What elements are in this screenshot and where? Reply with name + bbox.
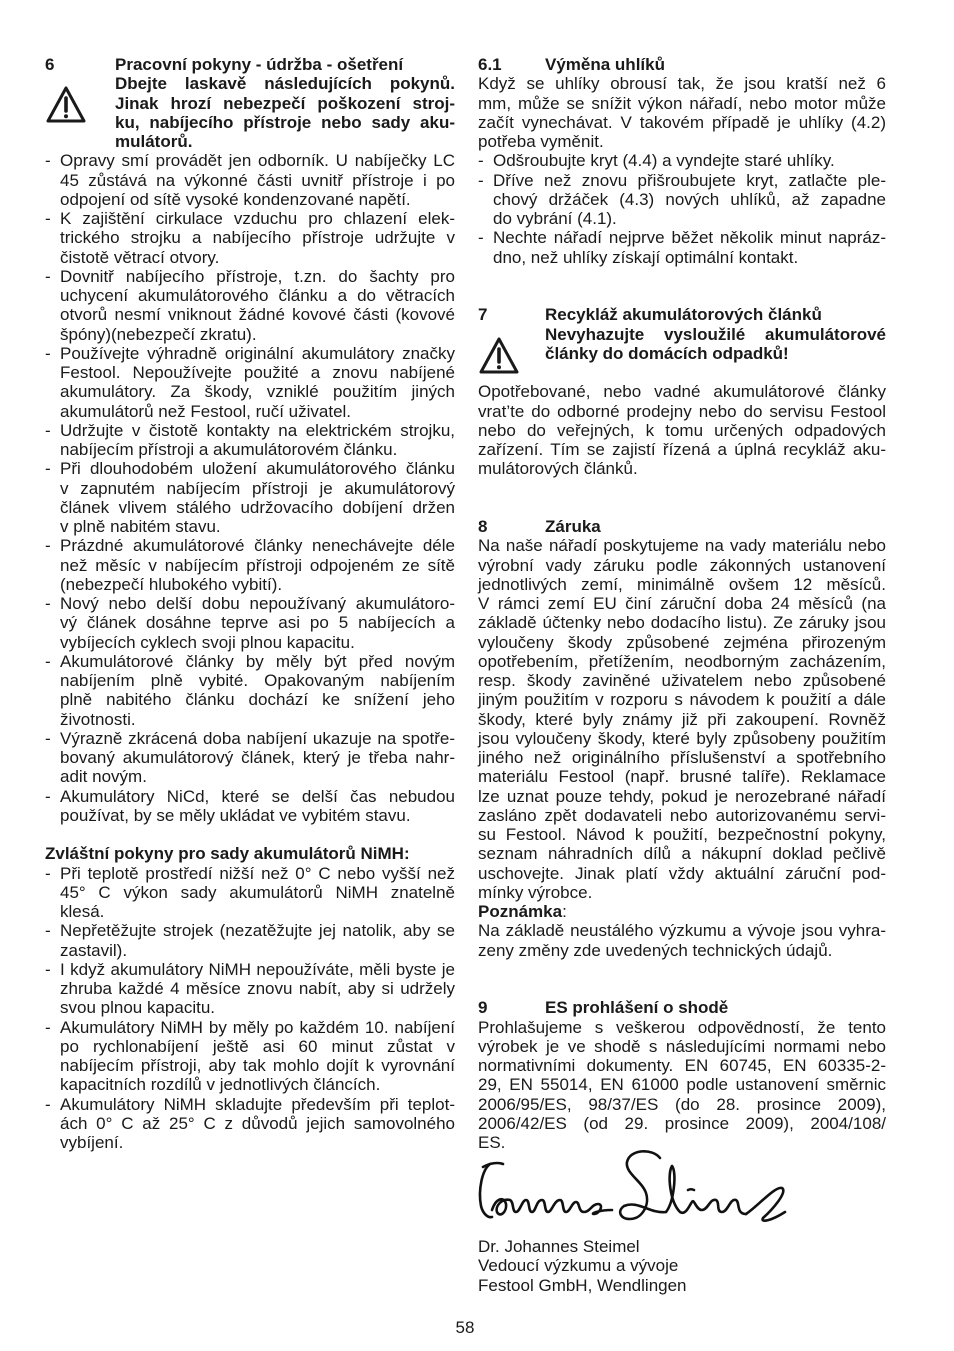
- bullet-line: uchycení akumulátorového článku a do větracích: [60, 286, 455, 305]
- bullet-line: zastavil).: [60, 940, 128, 960]
- warning-line: Nevyhazujte vysloužilé akumulátorové: [545, 324, 886, 344]
- bullet-item: [478, 171, 886, 229]
- bullet-line: vý článek dosáhne teprve asi po 5 nabíjecích a: [60, 613, 455, 633]
- bullet-line: akumulátorů než Festool, ručí uživatel.: [60, 401, 352, 421]
- text-line: mínky výrobce.: [478, 882, 593, 902]
- section-heading: [45, 55, 455, 74]
- section-heading: [478, 305, 886, 324]
- bullet-line: Prázdné akumulátorové články nenechávejte déle: [60, 536, 455, 556]
- signatory-position: Vedoucí výzkumu a vývoje: [478, 1256, 679, 1276]
- text-line: Na naše nářadí poskytujeme na vady materiálu nebo: [478, 536, 886, 556]
- text-line: seznam náhradních dílů a nákupní doklad pečlivě: [478, 844, 886, 864]
- signatory-company: Festool GmbH, Wendlingen: [478, 1275, 687, 1295]
- bullet-line: 45° C výkon sady akumulátorů NiMH znatelně: [60, 882, 455, 902]
- text-line: jsou vyloučeny škody, které byly způsobeny použitím: [478, 728, 886, 748]
- bullet-line: Odšroubujte kryt (4.4) a vyndejte staré uhlíky.: [493, 151, 835, 171]
- page-number: 58: [455, 1318, 475, 1337]
- bullet-item: [45, 921, 455, 960]
- section-maintenance: [45, 55, 455, 825]
- bullet-line: Výrazně zkrácená doba nabíjení ukazuje na spotře-: [60, 728, 455, 748]
- bullet-line: než měsíc v nabíjecím přístroji odpojeném ze sítě: [60, 555, 455, 575]
- text-line: lze uznat pouze tehdy, pokud je nerozebrané nářadí: [478, 786, 886, 806]
- bullet-dash: -: [45, 266, 51, 286]
- bullet-item: [45, 421, 455, 460]
- bullet-line: odpojení od sítě vysoké kondenzované napětí.: [60, 189, 411, 209]
- handwritten-signature: [470, 1140, 800, 1235]
- bullet-line: (nebezpečí hlubokého vybití).: [60, 574, 283, 594]
- bullet-item: [45, 864, 455, 922]
- bullet-dash: -: [45, 921, 51, 941]
- text-line: nebo do veřejných, k tomu určených odpadových: [478, 420, 886, 440]
- bullet-line: Udržujte v čistotě kontakty na elektrickém strojku,: [60, 420, 455, 440]
- bullet-line: chový držáček (4.3) nových uhlíků, až zapadne: [493, 189, 886, 209]
- bullet-line: životnosti.: [60, 709, 136, 729]
- bullet-dash: -: [45, 863, 51, 883]
- paragraph: [478, 382, 886, 478]
- bullet-line: Nový nebo delší dobu nepoužívaný akumulátoro-: [60, 594, 455, 613]
- note-colon: :: [562, 902, 567, 921]
- bullet-dash: -: [45, 420, 51, 440]
- text-line: materiálu Festool (např. brusné talíře). Reklamace: [478, 767, 886, 787]
- bullet-line: K zajištění cirkulace vzduchu pro chlazení elek-: [60, 209, 455, 228]
- warning-line: články do domácích odpadků!: [545, 343, 789, 363]
- text-line: výrobek je ve shodě s následujícími normami nebo: [478, 1036, 886, 1056]
- section-declaration: [478, 998, 886, 1152]
- section-number: 6.1: [478, 55, 502, 74]
- bullet-dash: -: [45, 594, 51, 613]
- bullet-line: kapacitních rozdílů v jednotlivých článcích.: [60, 1075, 381, 1095]
- note-label: Poznámka: [478, 902, 563, 921]
- bullet-line: Používejte výhradně originální akumulátory značky: [60, 343, 455, 363]
- text-line: zasláno zpět dodavateli nebo autorizovanému servi-: [478, 805, 886, 825]
- bullet-line: v zapnutém nabíjecím přístroji je akumulátorový: [60, 478, 455, 498]
- paragraph: [478, 536, 886, 902]
- bullet-dash: -: [45, 1017, 51, 1037]
- note-label-row: [478, 902, 886, 921]
- bullet-line: I když akumulátory NiMH nepoužíváte, měli byste je: [60, 959, 455, 979]
- right-column: [478, 55, 886, 1152]
- text-line: Prohlašujeme s veškerou odpovědností, že tento: [478, 1017, 886, 1037]
- paragraph: [478, 74, 886, 151]
- bullet-dash: -: [45, 651, 51, 671]
- text-line: zeny změny zde uvedených technických údajů.: [478, 940, 833, 960]
- bullet-line: plně nabitého článku dochází ke snížení jeho: [60, 690, 455, 710]
- bullet-item: [45, 1018, 455, 1095]
- bullet-dash: -: [478, 228, 484, 248]
- section-recycling: [478, 305, 886, 478]
- warning-line: mulátorů.: [115, 132, 193, 151]
- bullet-line: nabíjením plně vybité. Opakovaným nabíjením: [60, 671, 455, 690]
- bullet-line: článek vlivem stálého udržovacího dobíjení držen: [60, 497, 455, 517]
- bullet-item: [45, 151, 455, 209]
- text-line: výrobní vady záruku podle zákonných ustanovení: [478, 555, 886, 575]
- section-title: Recykláž akumulátorových článků: [545, 305, 822, 325]
- bullet-line: adit novým.: [60, 767, 147, 787]
- text-line: základě účtenky nebo dodacího listu). Ze záruky jsou: [478, 613, 886, 633]
- section-brush-replacement: [478, 55, 886, 267]
- text-line: zařízení. Tím se zajistí řízená a úplná recykláž aku-: [478, 440, 886, 459]
- bullet-line: do vybrání (4.1).: [493, 209, 617, 228]
- bullet-dash: -: [45, 151, 51, 171]
- text-line: Opotřebované, nebo vadné akumulátorové články: [478, 382, 886, 402]
- text-line: su Festool. Návod k použití, bezpečnostní pokyny,: [478, 825, 886, 844]
- text-line: normativními dokumenty. EN 60745, EN 60335-2-: [478, 1056, 886, 1075]
- warning-text: [115, 74, 455, 151]
- bullet-line: v plně nabitém stavu.: [60, 517, 221, 536]
- warning-line: Dbejte laskavě následujících pokynů.: [115, 74, 455, 94]
- signatory-name: Dr. Johannes Steimel: [478, 1237, 640, 1256]
- bullet-list: [478, 151, 886, 267]
- text-line: 2006/42/ES (od 29. prosince 2009), 2004/108/: [478, 1113, 886, 1133]
- text-line: uschovejte. Jinak platí vždy aktuální záruční pod-: [478, 863, 886, 883]
- bullet-dash: -: [45, 1094, 51, 1114]
- bullet-line: Nechte nářadí nejprve běžet několik minut napráz-: [493, 228, 886, 248]
- bullet-line: otvorů nesmí vniknout žádné kovové části (kovové: [60, 305, 455, 325]
- bullet-line: po rychlonabíjení ještě asi 60 minut zůstat v: [60, 1036, 455, 1056]
- warning-triangle-icon: [478, 336, 520, 376]
- section-nimh-notes: [45, 844, 455, 1152]
- text-line: Když se uhlíky obrousí tak, že jsou kratší než 6: [478, 74, 886, 94]
- text-line: začít vynechávat. V takovém případě je uhlíky (4.2): [478, 112, 886, 132]
- bullet-line: 45 zůstává na výkonné části uvnitř přístroje i po: [60, 170, 455, 190]
- bullet-line: bovaný akumulátorový článek, který je třeba nahr-: [60, 748, 455, 767]
- text-line: resp. škody zaviněné uživatelem nebo způsobené: [478, 671, 886, 690]
- section-number: 6: [45, 55, 55, 74]
- bullet-item: [45, 1095, 455, 1153]
- bullet-dash: -: [45, 459, 51, 479]
- left-column: [45, 55, 455, 1152]
- text-line: vyloučeny škody způsobené zejména přirozeným: [478, 632, 886, 652]
- bullet-line: Akumulátory NiMH skladujte především při teplot-: [60, 1094, 455, 1114]
- bullet-dash: -: [45, 786, 51, 806]
- warning-line: ku, nabíjecího přístroje nebo sady aku-: [115, 112, 455, 132]
- bullet-item: [45, 652, 455, 729]
- bullet-dash: -: [45, 536, 51, 556]
- bullet-line: Při dlouhodobém uložení akumulátorového článku: [60, 459, 455, 479]
- warning-text: [545, 325, 886, 364]
- section-heading: [478, 55, 886, 74]
- bullet-item: [45, 787, 455, 826]
- bullet-line: dno, než uhlíky získají optimální kontakt.: [493, 247, 799, 267]
- text-line: V rámci zemí EU činí záruční doba 24 měsíců (na: [478, 594, 886, 613]
- bullet-line: Akumulátorové články by měly být před novým: [60, 651, 455, 671]
- bullet-line: svou plnou kapacitu.: [60, 998, 215, 1018]
- signatory-block: [478, 1237, 886, 1295]
- bullet-line: Akumulátory NiMH by měly po každém 10. nabíjení: [60, 1017, 455, 1037]
- section-title: Záruka: [545, 517, 601, 536]
- section-number: 8: [478, 517, 488, 536]
- text-line: jiným použitím v rozporu s návodem k použití a dále: [478, 690, 886, 710]
- paragraph: [478, 1018, 886, 1153]
- bullet-line: špóny)(nebezpečí zkratu).: [60, 324, 257, 344]
- section-title: ES prohlášení o shodě: [545, 998, 729, 1018]
- text-line: ES.: [478, 1133, 506, 1152]
- bullet-line: vybíjení.: [60, 1133, 124, 1152]
- bullet-line: Při teplotě prostředí nižší než 0° C nebo vyšší než: [60, 863, 455, 883]
- bullet-item: [478, 151, 886, 170]
- warning-notice: [478, 325, 886, 364]
- bullet-item: [45, 459, 455, 536]
- warning-triangle-icon: [45, 85, 87, 125]
- text-line: škody, které byly známy již při zakoupení. Rovněž: [478, 709, 886, 729]
- text-line: vrat’te do odborné prodejny nebo do servisu Festool: [478, 401, 886, 421]
- text-line: jednotlivých zemí, minimálně ovšem 12 měsíců.: [478, 574, 886, 594]
- bullet-dash: -: [45, 728, 51, 748]
- bullet-line: Opravy smí provádět jen odborník. U nabíječky LC: [60, 151, 455, 171]
- bullet-line: akumulátory. Za škody, vzniklé použitím jiných: [60, 382, 455, 402]
- subsection-heading: Zvláštní pokyny pro sady akumulátorů NiMH:: [45, 844, 410, 864]
- text-line: opotřebením, přetížením, neodborným zacházením,: [478, 651, 886, 671]
- bullet-line: klesá.: [60, 902, 105, 921]
- text-line: Na základě neustálého výzkumu a vývoje jsou vyhra-: [478, 921, 886, 941]
- bullet-item: [45, 729, 455, 787]
- section-title: Výměna uhlíků: [545, 55, 665, 74]
- text-line: mulátorových článků.: [478, 459, 638, 479]
- note-paragraph: [478, 921, 886, 960]
- bullet-item: [45, 344, 455, 421]
- bullet-line: čistotě větrací otvory.: [60, 247, 220, 267]
- bullet-list: [45, 864, 455, 1153]
- bullet-list: [45, 151, 455, 825]
- bullet-line: vybíjecích cyklech svoji plnou kapacitu.: [60, 632, 355, 652]
- bullet-line: ách 0° C až 25° C z důvodů jejich samovolného: [60, 1113, 455, 1133]
- section-number: 9: [478, 998, 488, 1018]
- bullet-line: Akumulátory NiCd, které se delší čas nebudou: [60, 786, 455, 806]
- text-line: jiného než originálního příslušenství a spotřebního: [478, 748, 886, 767]
- section-warranty: [478, 517, 886, 960]
- bullet-item: [45, 267, 455, 344]
- bullet-dash: -: [478, 151, 484, 171]
- section-number: 7: [478, 305, 488, 325]
- bullet-item: [478, 228, 886, 267]
- bullet-line: trického strojku a nabíjecího přístroje udržujte v: [60, 228, 455, 248]
- bullet-dash: -: [478, 170, 484, 190]
- section-heading: [478, 998, 886, 1017]
- bullet-item: [45, 536, 455, 594]
- text-line: mm, může se snížit výkon nářadí, nebo motor může: [478, 93, 886, 113]
- bullet-dash: -: [45, 209, 51, 228]
- text-line: potřeba vyměnit.: [478, 132, 604, 151]
- bullet-line: nabíjecím přístroji, aby tak mohlo dojít k vyrovnání: [60, 1056, 455, 1075]
- bullet-line: Dovnitř nabíjecího přístroje, t.zn. do šachty pro: [60, 266, 455, 286]
- bullet-dash: -: [45, 343, 51, 363]
- bullet-line: Festool. Nepoužívejte použité a znovu nabíjené: [60, 363, 455, 382]
- bullet-line: zhruba každé 4 měsíce znovu nabít, aby si udržely: [60, 979, 455, 998]
- bullet-line: Nepřetěžujte strojek (nezatěžujte jej natolik, aby se: [60, 921, 455, 941]
- bullet-line: Dříve než znovu přišroubujete kryt, zatlačte ple-: [493, 170, 886, 190]
- bullet-line: nabíjecím přístroji a akumulátorovém článku.: [60, 440, 398, 459]
- section-title: Pracovní pokyny - údržba - ošetření: [115, 55, 404, 74]
- bullet-dash: -: [45, 959, 51, 979]
- warning-line: Jinak hrozí nebezpečí poškození stroj-: [115, 93, 455, 113]
- warning-notice: [45, 74, 455, 151]
- bullet-item: [45, 209, 455, 267]
- bullet-item: [45, 594, 455, 652]
- bullet-line: používat, by se měly ukládat ve vybitém stavu.: [60, 805, 411, 825]
- section-heading: [478, 517, 886, 536]
- bullet-item: [45, 960, 455, 1018]
- text-line: 29, EN 55014, EN 61000 podle ustanovení směrnic: [478, 1075, 886, 1095]
- text-line: 2006/95/ES, 98/37/ES (do 28. prosince 2009),: [478, 1094, 886, 1114]
